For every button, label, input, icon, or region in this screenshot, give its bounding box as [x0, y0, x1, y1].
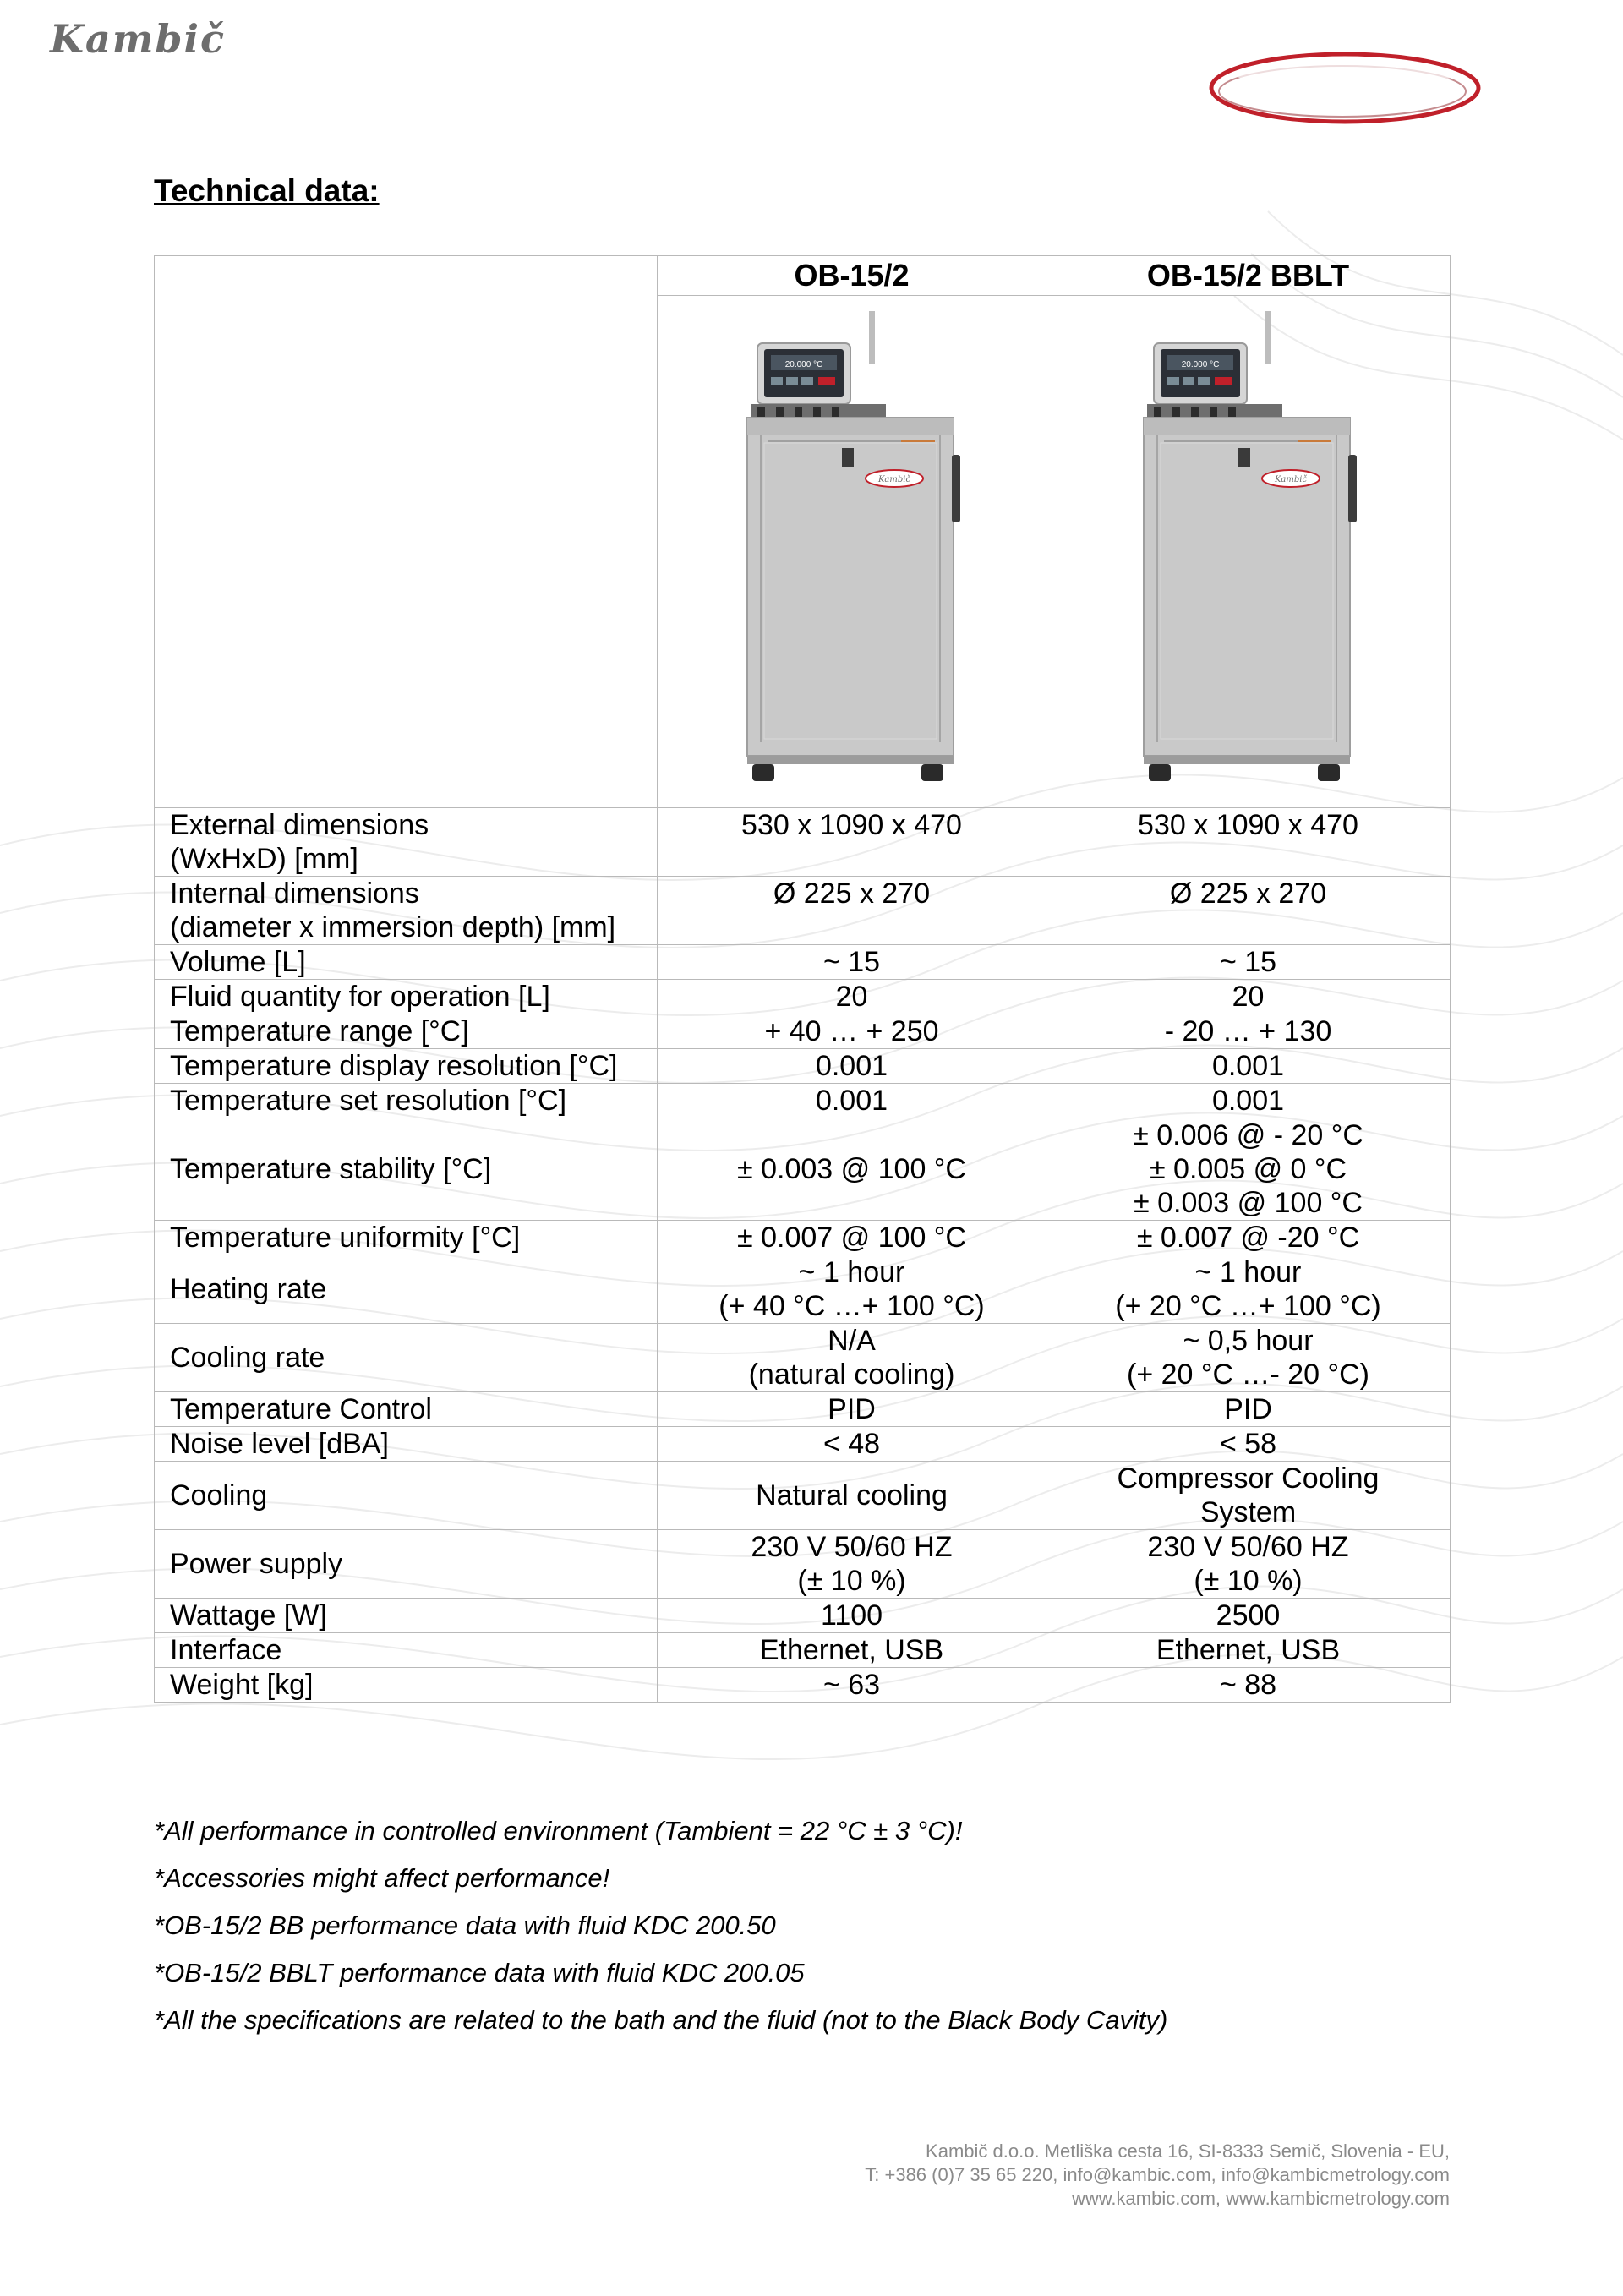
spec-row-set-resolution	[155, 1084, 1451, 1118]
spec-label: Temperature range [°C]	[155, 1014, 658, 1049]
spec-label: Volume [L]	[155, 945, 658, 980]
spec-value-ob-15-2: ~ 15	[658, 945, 1046, 980]
svg-text:Kambič: Kambič	[1274, 475, 1307, 484]
footnote: *All performance in controlled environment (Tambient = 22 °C ± 3 °C)!	[154, 1816, 963, 1845]
spec-value-ob-15-2: ~ 63	[658, 1668, 1046, 1703]
spec-row-weight	[155, 1668, 1451, 1703]
spec-label: Noise level [dBA]	[155, 1427, 658, 1462]
spec-value-ob-15-2: 20	[658, 980, 1046, 1014]
spec-value-ob-15-2-bblt: 20	[1046, 980, 1451, 1014]
footer-address: Kambič d.o.o. Metliška cesta 16, SI-8333 Semič, Slovenia - EU,	[926, 2140, 1450, 2162]
svg-text:20.000 °C: 20.000 °C	[1181, 360, 1219, 369]
model-name-ob-15-2-bblt: OB-15/2 BBLT	[1046, 256, 1451, 296]
footer-websites: www.kambic.com, www.kambicmetrology.com	[1071, 2188, 1450, 2209]
spec-value-ob-15-2: Ø 225 x 270	[658, 877, 1046, 945]
spec-value-ob-15-2-bblt: 2500	[1046, 1599, 1451, 1633]
spec-value-ob-15-2-bblt: - 20 … + 130	[1046, 1014, 1451, 1049]
spec-value-ob-15-2: ± 0.003 @ 100 °C	[658, 1118, 1046, 1221]
footnote: *OB-15/2 BB performance data with fluid KDC 200.50	[154, 1911, 776, 1940]
svg-text:20.000 °C: 20.000 °C	[784, 360, 822, 369]
spec-row-wattage	[155, 1599, 1451, 1633]
spec-label: Weight [kg]	[155, 1668, 658, 1703]
spec-row-noise-level	[155, 1427, 1451, 1462]
product-image-cell	[1046, 296, 1451, 808]
page-title: Technical data:	[154, 173, 380, 208]
spec-label: External dimensions (WxHxD) [mm]	[155, 808, 658, 877]
spec-label: Temperature display resolution [°C]	[155, 1049, 658, 1084]
svg-text:Kambič: Kambič	[877, 475, 910, 484]
spec-value-ob-15-2: N/A (natural cooling)	[658, 1324, 1046, 1392]
spec-value-ob-15-2-bblt: PID	[1046, 1392, 1451, 1427]
spec-value-ob-15-2: 530 x 1090 x 470	[658, 808, 1046, 877]
spec-row-fluid-quantity	[155, 980, 1451, 1014]
spec-value-ob-15-2-bblt: Ethernet, USB	[1046, 1633, 1451, 1668]
spec-value-ob-15-2: ± 0.007 @ 100 °C	[658, 1221, 1046, 1255]
company-footer	[865, 2140, 1450, 2211]
spec-row-heating-rate	[155, 1255, 1451, 1324]
spec-value-ob-15-2-bblt: ± 0.007 @ -20 °C	[1046, 1221, 1451, 1255]
spec-row-cooling	[155, 1462, 1451, 1530]
spec-value-ob-15-2: Ethernet, USB	[658, 1633, 1046, 1668]
kambic-logo-text: Kambič	[49, 16, 227, 62]
spec-label: Interface	[155, 1633, 658, 1668]
spec-value-ob-15-2: + 40 … + 250	[658, 1014, 1046, 1049]
spec-label: Temperature uniformity [°C]	[155, 1221, 658, 1255]
spec-row-cooling-rate	[155, 1324, 1451, 1392]
product-image-ob-15-2-bblt	[1139, 311, 1358, 784]
spec-value-ob-15-2: < 48	[658, 1427, 1046, 1462]
spec-value-ob-15-2-bblt: ~ 88	[1046, 1668, 1451, 1703]
spec-row-external-dimensions	[155, 808, 1451, 877]
spec-row-power-supply	[155, 1530, 1451, 1599]
spec-value-ob-15-2-bblt: Ø 225 x 270	[1046, 877, 1451, 945]
spec-value-ob-15-2-bblt: ~ 15	[1046, 945, 1451, 980]
technical-data-table	[154, 255, 1451, 1703]
kambic-logo	[1207, 49, 1483, 127]
spec-value-ob-15-2: 230 V 50/60 HZ (± 10 %)	[658, 1530, 1046, 1599]
product-image-ob-15-2	[742, 311, 962, 784]
spec-row-temperature-uniformity	[155, 1221, 1451, 1255]
spec-label: Temperature stability [°C]	[155, 1118, 658, 1221]
spec-value-ob-15-2: 0.001	[658, 1049, 1046, 1084]
spec-label: Wattage [W]	[155, 1599, 658, 1633]
spec-value-ob-15-2: 0.001	[658, 1084, 1046, 1118]
spec-row-temperature-stability	[155, 1118, 1451, 1221]
spec-value-ob-15-2: ~ 1 hour (+ 40 °C …+ 100 °C)	[658, 1255, 1046, 1324]
model-name-ob-15-2: OB-15/2	[658, 256, 1046, 296]
spec-label: Heating rate	[155, 1255, 658, 1324]
spec-value-ob-15-2-bblt: 530 x 1090 x 470	[1046, 808, 1451, 877]
spec-row-internal-dimensions	[155, 877, 1451, 945]
spec-value-ob-15-2-bblt: 230 V 50/60 HZ (± 10 %)	[1046, 1530, 1451, 1599]
spec-value-ob-15-2: Natural cooling	[658, 1462, 1046, 1530]
footnotes	[154, 1816, 1167, 2053]
model-header-row	[155, 256, 1451, 296]
spec-value-ob-15-2-bblt: < 58	[1046, 1427, 1451, 1462]
footnote: *Accessories might affect performance!	[154, 1863, 610, 1893]
spec-value-ob-15-2-bblt: 0.001	[1046, 1049, 1451, 1084]
spec-row-temperature-range	[155, 1014, 1451, 1049]
spec-value-ob-15-2-bblt: 0.001	[1046, 1084, 1451, 1118]
empty-corner-cell	[155, 256, 658, 808]
spec-label: Power supply	[155, 1530, 658, 1599]
spec-row-volume	[155, 945, 1451, 980]
product-image-cell	[658, 296, 1046, 808]
spec-row-interface	[155, 1633, 1451, 1668]
spec-value-ob-15-2-bblt: ± 0.006 @ - 20 °C ± 0.005 @ 0 °C ± 0.003 @ 100 °C	[1046, 1118, 1451, 1221]
footnote: *OB-15/2 BBLT performance data with fluid KDC 200.05	[154, 1958, 805, 1987]
footer-contact: T: +386 (0)7 35 65 220, info@kambic.com, info@kambicmetrology.com	[865, 2164, 1450, 2185]
spec-value-ob-15-2-bblt: ~ 1 hour (+ 20 °C …+ 100 °C)	[1046, 1255, 1451, 1324]
spec-row-display-resolution	[155, 1049, 1451, 1084]
spec-value-ob-15-2: 1100	[658, 1599, 1046, 1633]
spec-value-ob-15-2-bblt: Compressor Cooling System	[1046, 1462, 1451, 1530]
spec-label: Cooling	[155, 1462, 658, 1530]
spec-label: Temperature set resolution [°C]	[155, 1084, 658, 1118]
spec-value-ob-15-2: PID	[658, 1392, 1046, 1427]
spec-label: Fluid quantity for operation [L]	[155, 980, 658, 1014]
spec-row-temperature-control	[155, 1392, 1451, 1427]
spec-label: Internal dimensions (diameter x immersion depth) [mm]	[155, 877, 658, 945]
footnote: *All the specifications are related to the bath and the fluid (not to the Black Body Cavity)	[154, 2005, 1168, 2035]
spec-label: Cooling rate	[155, 1324, 658, 1392]
spec-value-ob-15-2-bblt: ~ 0,5 hour (+ 20 °C …- 20 °C)	[1046, 1324, 1451, 1392]
spec-label: Temperature Control	[155, 1392, 658, 1427]
